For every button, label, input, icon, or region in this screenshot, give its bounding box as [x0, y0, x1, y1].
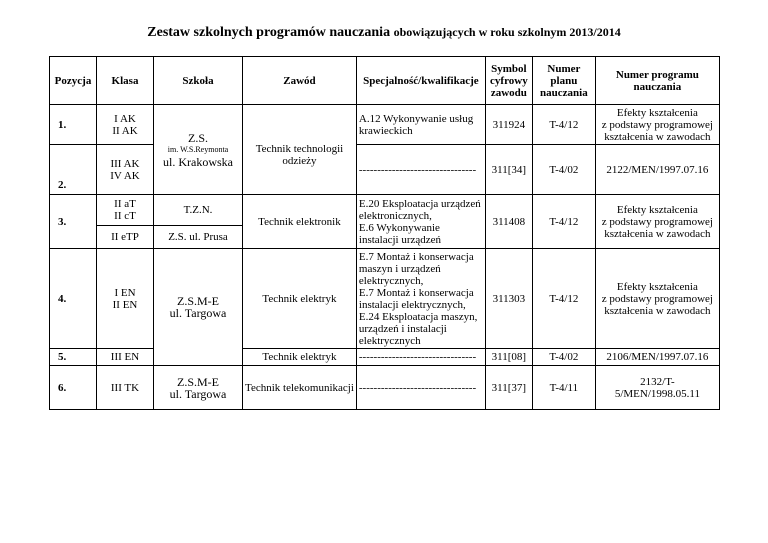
program-cell: 2132/T-5/MEN/1998.05.11 — [595, 366, 719, 410]
program-cell: Efekty kształcenia z podstawy programowej kształcenia w zawodach — [595, 195, 719, 249]
document-title — [0, 25, 768, 41]
school-cell: Z.S.M-E ul. Targowa — [154, 249, 243, 366]
plan-cell: T-4/11 — [532, 366, 595, 410]
specialty-cell: E.20 Eksploatacja urządzeń elektronicznych, E.6 Wykonywanie instalacji urządzeń — [356, 195, 485, 249]
symbol-cell: 311303 — [485, 249, 532, 349]
symbol-cell: 311924 — [485, 105, 532, 145]
plan-cell: T-4/12 — [532, 249, 595, 349]
school-cell: Z.S. im. W.S.Reymonta ul. Krakowska — [154, 105, 243, 195]
plan-cell: T-4/02 — [532, 145, 595, 195]
position-cell: 5. — [50, 349, 97, 366]
table-row — [50, 349, 720, 366]
symbol-cell: 311408 — [485, 195, 532, 249]
plan-cell: T-4/02 — [532, 349, 595, 366]
symbol-cell: 311[08] — [485, 349, 532, 366]
title-main: Zestaw szkolnych programów nauczania — [147, 25, 391, 40]
class-cell: III TK — [97, 366, 154, 410]
position-cell: 2. — [50, 145, 97, 195]
profession-cell: Technik technologii odzieży — [243, 105, 357, 195]
school-cell: Z.S.M-E ul. Targowa — [154, 366, 243, 410]
program-cell: 2122/MEN/1997.07.16 — [595, 145, 719, 195]
plan-cell: T-4/12 — [532, 195, 595, 249]
header-pozycja: Pozycja — [50, 57, 97, 105]
class-cell: II aT II cT — [97, 195, 154, 226]
title-rest: obowiązujących w roku szkolnym 2013/2014 — [393, 25, 621, 39]
profession-cell: Technik elektronik — [243, 195, 357, 249]
profession-cell: Technik elektryk — [243, 349, 357, 366]
specialty-cell: A.12 Wykonywanie usług krawieckich — [356, 105, 485, 145]
position-cell: 6. — [50, 366, 97, 410]
specialty-cell: -------------------------------- — [356, 349, 485, 366]
class-cell: I EN II EN — [97, 249, 154, 349]
specialty-cell: E.7 Montaż i konserwacja maszyn i urządzeń elektrycznych, E.7 Montaż i konserwacja instalacji elektrycznych, E.24 Eksploatacja maszyn, urządzeń i instalacji elektrycznych — [356, 249, 485, 349]
header-row — [50, 57, 720, 105]
position-cell: 1. — [50, 105, 97, 145]
curriculum-table — [49, 56, 720, 410]
header-symbol: Symbol cyfrowy zawodu — [485, 57, 532, 105]
symbol-cell: 311[37] — [485, 366, 532, 410]
specialty-cell: -------------------------------- — [356, 366, 485, 410]
class-cell: III AK IV AK — [97, 145, 154, 195]
school-cell: T.Z.N. — [154, 195, 243, 226]
table-row — [50, 366, 720, 410]
header-zawod: Zawód — [243, 57, 357, 105]
symbol-cell: 311[34] — [485, 145, 532, 195]
table-row — [50, 145, 720, 195]
position-cell: 4. — [50, 249, 97, 349]
school-cell: Z.S. ul. Prusa — [154, 226, 243, 249]
program-cell: 2106/MEN/1997.07.16 — [595, 349, 719, 366]
table-row — [50, 195, 720, 226]
class-cell: II eTP — [97, 226, 154, 249]
table-row — [50, 249, 720, 349]
plan-cell: T-4/12 — [532, 105, 595, 145]
position-cell: 3. — [50, 195, 97, 249]
header-klasa: Klasa — [97, 57, 154, 105]
profession-cell: Technik elektryk — [243, 249, 357, 349]
table-row — [50, 105, 720, 145]
profession-cell: Technik telekomunikacji — [243, 366, 357, 410]
header-szkola: Szkoła — [154, 57, 243, 105]
header-specjalnosc: Specjalność/kwalifikacje — [356, 57, 485, 105]
program-cell: Efekty kształcenia z podstawy programowej kształcenia w zawodach — [595, 105, 719, 145]
program-cell: Efekty kształcenia z podstawy programowej kształcenia w zawodach — [595, 249, 719, 349]
specialty-cell: -------------------------------- — [356, 145, 485, 195]
header-program: Numer programu nauczania — [595, 57, 719, 105]
header-plan: Numer planu nauczania — [532, 57, 595, 105]
class-cell: I AK II AK — [97, 105, 154, 145]
class-cell: III EN — [97, 349, 154, 366]
